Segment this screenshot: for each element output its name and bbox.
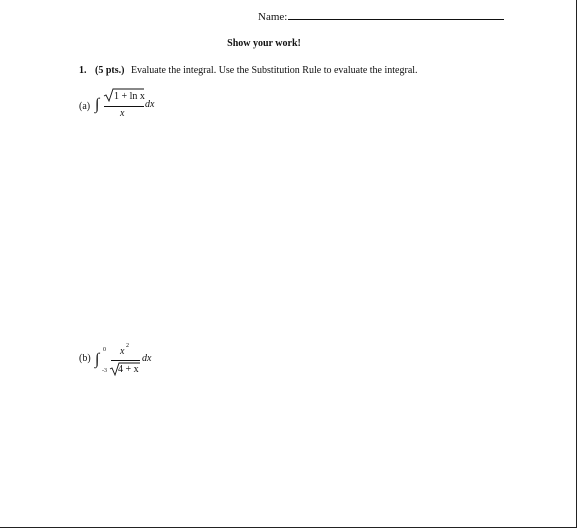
problem-number: 1. <box>79 65 87 76</box>
name-blank <box>288 10 504 20</box>
part-a-differential: dx <box>145 99 155 110</box>
part-a-denominator: x <box>120 108 125 119</box>
integral-sign: ∫ <box>95 96 100 113</box>
part-b-label: (b) <box>79 353 91 364</box>
problem-statement <box>79 65 418 76</box>
integral-sign: ∫ <box>95 351 100 368</box>
instruction-heading: Show your work! <box>227 38 301 49</box>
upper-limit: 0 <box>103 347 106 353</box>
part-b-fraction-bar <box>111 360 140 361</box>
part-a-fraction-bar <box>104 106 144 107</box>
part-a-label: (a) <box>79 101 91 112</box>
part-b-numerator: x <box>120 346 125 357</box>
name-label: Name: <box>258 11 288 23</box>
numerator-exponent: 2 <box>126 343 129 349</box>
lower-limit: -3 <box>102 368 107 374</box>
problem-text: Evaluate the integral. Use the Substitution Rule to evaluate the integral. <box>130 65 418 76</box>
part-a-numerator: 1 + ln x <box>114 91 145 102</box>
problem-points: (5 pts.) <box>95 65 125 76</box>
name-line <box>258 10 504 23</box>
part-b-differential: dx <box>142 353 152 364</box>
part-b-denominator: 4 + x <box>118 364 139 375</box>
